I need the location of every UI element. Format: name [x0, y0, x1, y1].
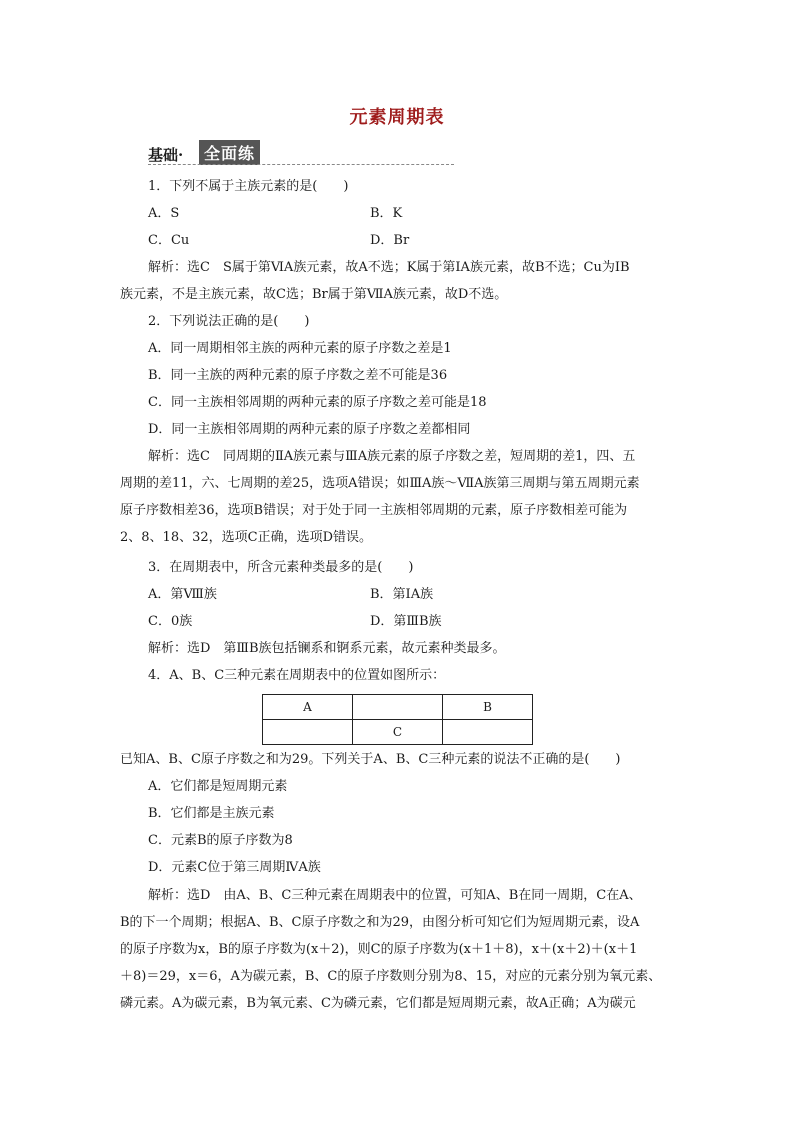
table-row — [263, 720, 533, 745]
q4-option-a: A．它们都是短周期元素 — [148, 779, 288, 794]
table-cell — [263, 720, 353, 745]
q2-explanation-line: 周期的差11，六、七周期的差25，选项A错误；如ⅢA族～ⅦA族第三周期与第五周期元素 — [120, 476, 640, 491]
q2-explanation-line: 解析：选C 同周期的ⅡA族元素与ⅢA族元素的原子序数之差，短周期的差1，四、五 — [148, 449, 636, 464]
q4-stem: 4．A、B、C三种元素在周期表中的位置如图所示： — [148, 668, 446, 683]
q1-option-b: B．K — [370, 206, 403, 221]
q3-option-c: C．0族 — [148, 614, 193, 629]
table-cell: C — [353, 720, 443, 745]
q2-explanation-line: 原子序数相差36，选项B错误；对于处于同一主族相邻周期的元素，原子序数相差可能为 — [120, 503, 628, 518]
q1-option-d: D．Br — [370, 233, 410, 248]
q3-option-a: A．第Ⅷ族 — [148, 587, 217, 602]
q1-explanation-line: 族元素，不是主族元素，故C选；Br属于第ⅦA族元素，故D不选。 — [120, 287, 508, 302]
q2-option-a: A．同一周期相邻主族的两种元素的原子序数之差是1 — [148, 341, 452, 356]
table-cell — [443, 720, 533, 745]
table-cell: B — [443, 695, 533, 720]
q2-explanation-line: 2、8、18、32，选项C正确，选项D错误。 — [120, 530, 372, 545]
q1-option-a: A．S — [148, 206, 180, 221]
q4-option-d: D．元素C位于第三周期ⅣA族 — [148, 860, 321, 875]
q3-option-b: B．第ⅠA族 — [370, 587, 434, 602]
table-row — [263, 695, 533, 720]
q3-explanation-line: 解析：选D 第ⅢB族包括镧系和锕系元素，故元素种类最多。 — [148, 641, 506, 656]
q1-stem: 1．下列不属于主族元素的是( ) — [148, 179, 349, 194]
page-title: 元素周期表 — [349, 107, 445, 128]
q4-option-c: C．元素B的原子序数为8 — [148, 833, 293, 848]
q4-explanation-line: 磷元素。A为碳元素，B为氧元素、C为磷元素，它们都是短周期元素，故A正确；A为碳元 — [120, 996, 636, 1011]
section-badge: 全面练 — [199, 140, 260, 165]
q4-explanation-line: 的原子序数为x，B的原子序数为(x＋2)，则C的原子序数为(x＋1＋8)，x＋(x＋2)＋(x＋1 — [120, 942, 638, 957]
q4-option-b: B．它们都是主族元素 — [148, 806, 275, 821]
q1-explanation-line: 解析：选C S属于第ⅥA族元素，故A不选；K属于第ⅠA族元素，故B不选；Cu为ⅠB — [148, 260, 630, 275]
q3-option-d: D．第ⅢB族 — [370, 614, 442, 629]
q2-option-d: D．同一主族相邻周期的两种元素的原子序数之差都相同 — [148, 422, 471, 437]
q2-option-b: B．同一主族的两种元素的原子序数之差不可能是36 — [148, 368, 448, 383]
q4-explanation-line: ＋8)＝29，x＝6，A为碳元素，B、C的原子序数则分别为8、15，对应的元素分别为氧元素、 — [120, 969, 662, 984]
q4-explanation-line: B的下一个周期；根据A、B、C原子序数之和为29，由图分析可知它们为短周期元素，设A — [120, 915, 640, 930]
section-header — [148, 140, 454, 166]
section-label: 基础· — [148, 146, 184, 164]
periodic-position-table — [262, 694, 533, 745]
q4-condition: 已知A、B、C原子序数之和为29。下列关于A、B、C三种元素的说法不正确的是( ) — [120, 752, 621, 767]
table-cell — [353, 695, 443, 720]
q2-option-c: C．同一主族相邻周期的两种元素的原子序数之差可能是18 — [148, 395, 487, 410]
q3-stem: 3．在周期表中，所含元素种类最多的是( ) — [148, 560, 414, 575]
q2-stem: 2．下列说法正确的是( ) — [148, 314, 310, 329]
table-cell: A — [263, 695, 353, 720]
q4-explanation-line: 解析：选D 由A、B、C三种元素在周期表中的位置，可知A、B在同一周期，C在A、 — [148, 888, 642, 903]
q1-option-c: C．Cu — [148, 233, 190, 248]
section-divider — [148, 164, 454, 165]
